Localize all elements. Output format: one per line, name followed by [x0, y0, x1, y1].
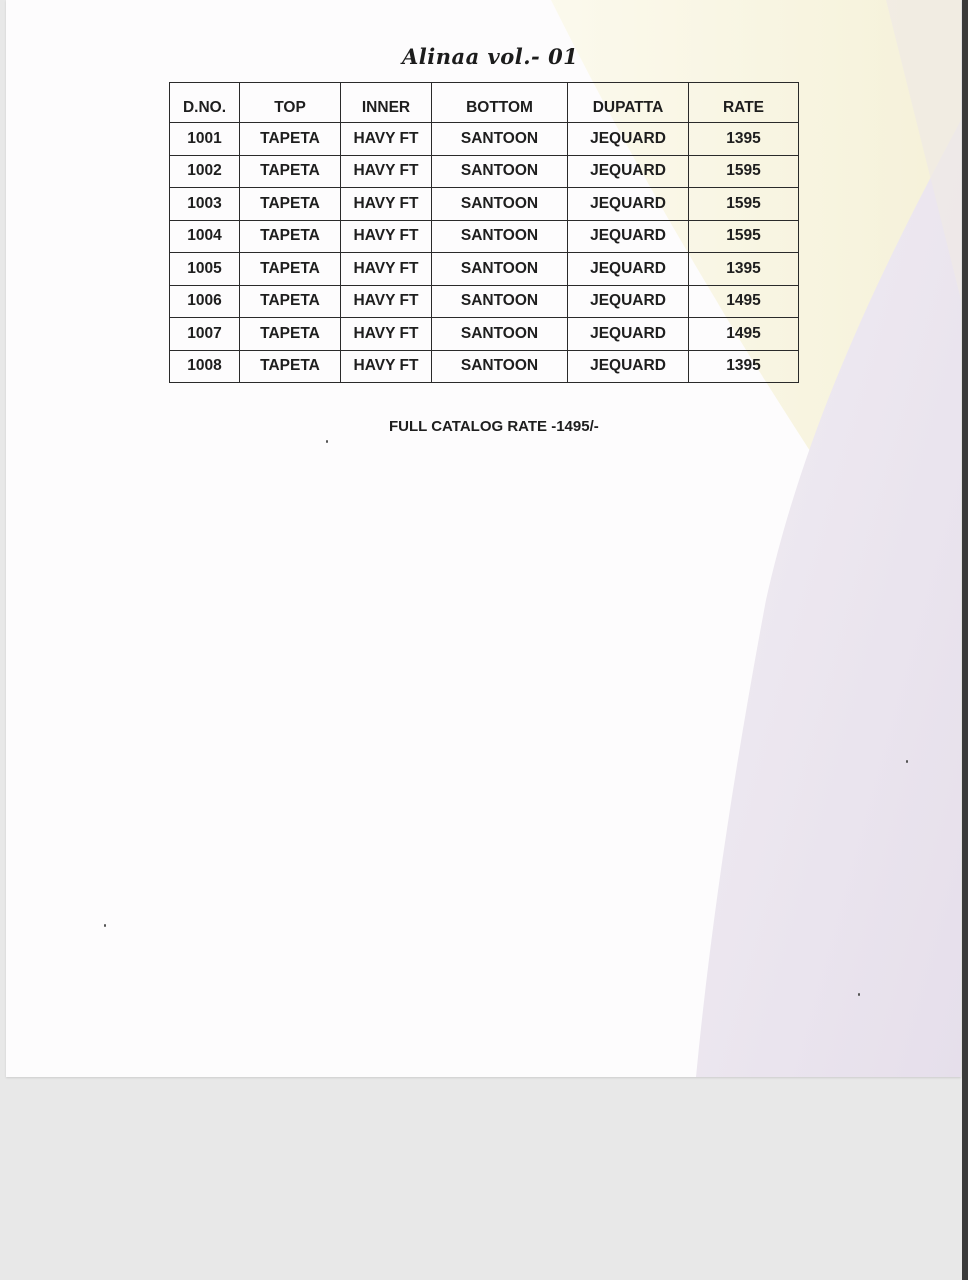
cell-bottom: SANTOON	[432, 123, 568, 156]
cell-dno: 1008	[170, 350, 240, 383]
cell-dno: 1006	[170, 285, 240, 318]
cell-bottom: SANTOON	[432, 220, 568, 253]
cell-bottom: SANTOON	[432, 285, 568, 318]
header-rate: RATE	[689, 83, 799, 123]
cell-rate: 1395	[689, 253, 799, 286]
cell-inner: HAVY FT	[341, 285, 432, 318]
cell-dupatta: JEQUARD	[568, 253, 689, 286]
header-bottom: BOTTOM	[432, 83, 568, 123]
cell-dupatta: JEQUARD	[568, 155, 689, 188]
cell-dno: 1003	[170, 188, 240, 221]
cell-rate: 1495	[689, 285, 799, 318]
scan-speck	[858, 993, 860, 996]
table-row	[170, 318, 799, 351]
cell-dupatta: JEQUARD	[568, 350, 689, 383]
cell-top: TAPETA	[240, 188, 341, 221]
cell-dno: 1005	[170, 253, 240, 286]
table-row	[170, 123, 799, 156]
cell-dupatta: JEQUARD	[568, 123, 689, 156]
cell-rate: 1495	[689, 318, 799, 351]
header-dupatta: DUPATTA	[568, 83, 689, 123]
table-row	[170, 220, 799, 253]
cell-dupatta: JEQUARD	[568, 188, 689, 221]
header-dno: D.NO.	[170, 83, 240, 123]
cell-bottom: SANTOON	[432, 253, 568, 286]
cell-top: TAPETA	[240, 155, 341, 188]
scan-speck	[906, 760, 908, 763]
cell-rate: 1395	[689, 350, 799, 383]
cell-top: TAPETA	[240, 285, 341, 318]
cell-bottom: SANTOON	[432, 188, 568, 221]
table-row	[170, 253, 799, 286]
cell-dupatta: JEQUARD	[568, 220, 689, 253]
cell-inner: HAVY FT	[341, 155, 432, 188]
cell-top: TAPETA	[240, 220, 341, 253]
cell-top: TAPETA	[240, 350, 341, 383]
table-header-row	[170, 83, 799, 123]
window-edge	[962, 0, 968, 1280]
cell-rate: 1395	[689, 123, 799, 156]
cell-inner: HAVY FT	[341, 188, 432, 221]
cell-inner: HAVY FT	[341, 253, 432, 286]
cell-inner: HAVY FT	[341, 350, 432, 383]
cell-top: TAPETA	[240, 123, 341, 156]
full-catalog-rate: FULL CATALOG RATE -1495/-	[389, 418, 599, 435]
cell-rate: 1595	[689, 155, 799, 188]
cell-rate: 1595	[689, 188, 799, 221]
cell-dno: 1002	[170, 155, 240, 188]
cell-dno: 1004	[170, 220, 240, 253]
cell-dno: 1007	[170, 318, 240, 351]
cell-inner: HAVY FT	[341, 220, 432, 253]
table-row	[170, 350, 799, 383]
cell-dupatta: JEQUARD	[568, 285, 689, 318]
cell-top: TAPETA	[240, 253, 341, 286]
header-inner: INNER	[341, 83, 432, 123]
cell-top: TAPETA	[240, 318, 341, 351]
cell-dno: 1001	[170, 123, 240, 156]
table-row	[170, 155, 799, 188]
scan-speck	[104, 924, 106, 927]
cell-bottom: SANTOON	[432, 350, 568, 383]
cell-inner: HAVY FT	[341, 123, 432, 156]
scan-speck	[326, 440, 328, 443]
catalog-table	[169, 82, 799, 383]
catalog-title: Alinaa vol.- 01	[402, 44, 579, 69]
header-top: TOP	[240, 83, 341, 123]
cell-inner: HAVY FT	[341, 318, 432, 351]
table-row	[170, 188, 799, 221]
table-row	[170, 285, 799, 318]
scanned-page	[6, 0, 961, 1077]
cell-bottom: SANTOON	[432, 155, 568, 188]
cell-dupatta: JEQUARD	[568, 318, 689, 351]
cell-rate: 1595	[689, 220, 799, 253]
cell-bottom: SANTOON	[432, 318, 568, 351]
